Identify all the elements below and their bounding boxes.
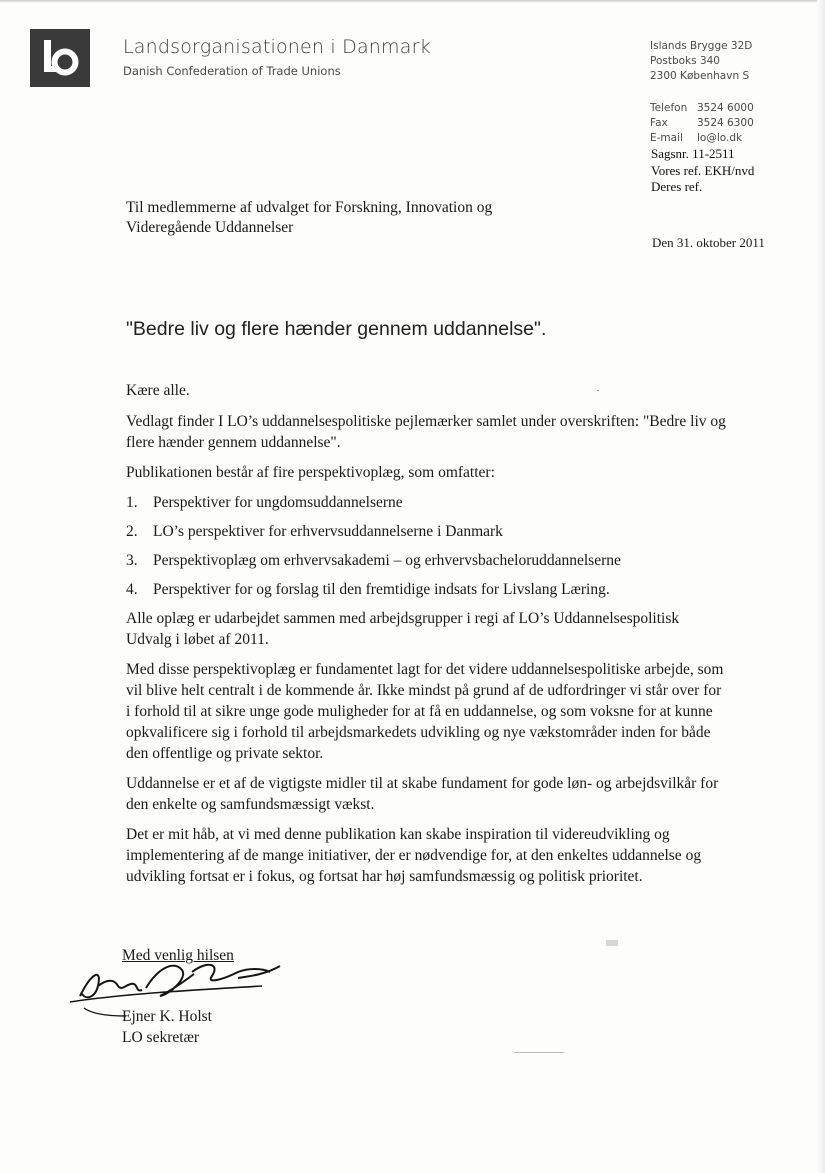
letter-date: Den 31. oktober 2011 xyxy=(652,235,765,250)
paragraph: Publikationen består af fire perspektivoplæg, som omfatter: xyxy=(126,464,495,481)
our-ref: Vores ref. EKH/nvd xyxy=(651,162,755,178)
paragraph: Vedlagt finder I LO’s uddannelsespolitiske pejlemærker samlet under overskriften: "Bedre liv og flere hænder gennem uddannelse". xyxy=(126,413,726,451)
address-line: Islands Brygge 32D xyxy=(650,40,753,52)
scan-speck xyxy=(597,390,599,391)
scan-edge-top xyxy=(0,0,825,3)
address-block xyxy=(650,39,752,84)
letter-heading: "Bedre liv og flere hænder gennem uddannelse". xyxy=(126,318,547,340)
paragraph: Det er mit håb, at vi med denne publikation kan skabe inspiration til videreudvikling og implementering af de mange initiativer, der er nødvendige for, at den enkeltes uddannelse og udvikling fortsat er i fokus, og fortsat har høj samfundsmæssig og politisk prioritet. xyxy=(126,826,702,885)
recipient: Til medlemmerne af udvalget for Forskning, Innovation og Videregående Uddannelser xyxy=(126,199,493,236)
address-line: Postboks 340 xyxy=(650,55,720,67)
your-ref: Deres ref. xyxy=(651,179,703,194)
list-item: 4. Perspektiver for og forslag til den fremtidige indsats for Livslang Læring. xyxy=(126,581,610,598)
case-number: Sagsnr. 11-2511 xyxy=(651,146,735,161)
lo-logo xyxy=(30,29,90,87)
contact-email: E-mail lo@lo.dk xyxy=(650,132,743,144)
paragraph: Uddannelse er et af de vigtigste midler til at skabe fundament for gode løn- og arbejdsvilkår for den enkelte og samfundsmæssigt vækst. xyxy=(126,775,719,813)
org-subtitle: Danish Confederation of Trade Unions xyxy=(123,64,341,78)
scan-speck xyxy=(514,1052,564,1053)
signer-block xyxy=(122,1006,212,1048)
signer-title: LO sekretær xyxy=(122,1029,200,1046)
contact-phone: Telefon 3524 6000 xyxy=(650,102,754,114)
address-line: 2300 København S xyxy=(650,70,750,82)
list-item: 3. Perspektivoplæg om erhvervsakademi – og erhvervsbacheloruddannelserne xyxy=(126,552,621,569)
signer-name: Ejner K. Holst xyxy=(122,1008,212,1025)
contact-block xyxy=(650,101,754,146)
scan-speck xyxy=(606,940,618,946)
perspective-list xyxy=(126,492,726,600)
contact-fax: Fax 3524 6300 xyxy=(650,117,754,129)
paragraph: Alle oplæg er udarbejdet sammen med arbejdsgrupper i regi af LO’s Uddannelsespolitisk Udvalg i løbet af 2011. xyxy=(126,610,680,648)
letter-body xyxy=(126,380,726,896)
closing-salutation: Med venlig hilsen xyxy=(122,947,234,964)
reference-block xyxy=(651,146,754,196)
greeting: Kære alle. xyxy=(126,382,190,399)
list-item: 2. LO’s perspektiver for erhvervsuddannelserne i Danmark xyxy=(126,523,503,540)
list-item: 1. Perspektiver for ungdomsuddannelserne xyxy=(126,494,403,511)
scan-edge-right xyxy=(817,0,825,1173)
org-name: Landsorganisationen i Danmark xyxy=(123,36,431,58)
paragraph: Med disse perspektivoplæg er fundamentet lagt for det videre uddannelsespolitiske arbejde, som vil blive helt centralt i de kommende år. Ikke mindst på grund af de udfordringer vi står over for i forhold til at sikre unge gode muligheder for at få en uddannelse, og som voksne for at kunne opkvalificere sig i forhold til arbejdsmarkedets udvikling og nye vækstområder inden for både den offentlige og private sektor. xyxy=(126,661,724,762)
